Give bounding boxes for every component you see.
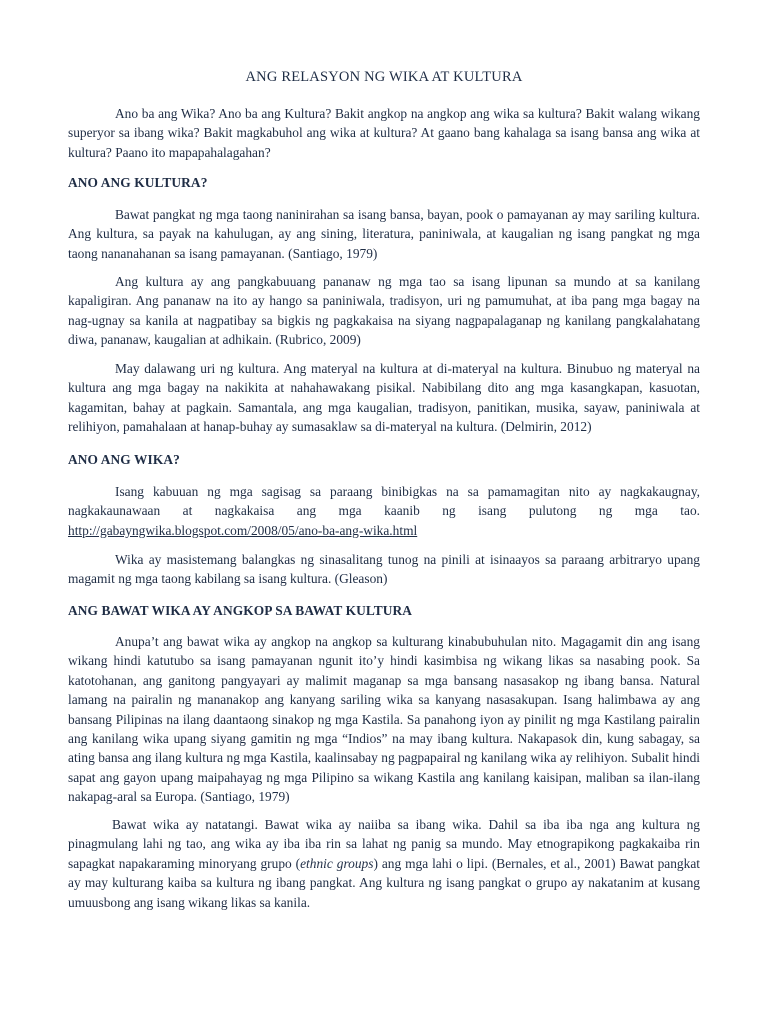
source-link[interactable]: http://gabayngwika.blogspot.com/2008/05/ano-ba-ang-wika.html xyxy=(68,522,418,538)
angkop-paragraph-2-part-a: Bawat wika ay natatangi. Bawat wika ay naiiba sa ibang wika. Dahil sa iba iba nga ang kultura ng pinagmulang lahi ng tao, ang wika ay iba iba rin sa lahat ng panig sa mundo. May etnograpikong pagkakaiba rin sapagkat napakaraming minoryang grupo ( xyxy=(68,817,700,871)
wika-definition-paragraph xyxy=(68,482,700,540)
angkop-paragraph-1: Anupa’t ang bawat wika ay angkop na angkop sa kulturang kinabubuhulan nito. Magagamit din ang isang wikang hindi katutubo sa isang pamayanan ngunit ito’y hindi kasimbisa ng wikang likas sa nasabing pook. Sa katotohanan, ang ganitong pangyayari ay malimit maganap sa mga bansang nasasakop ng ibang bansa. Natural lamang na pairalin ng mananakop ang kanyang sariling wika sa kanyang nasasakupan. Isang halimbawa ay ang bansang Pilipinas na ilang daantaong sinakop ng mga Kastila. Sa panahong iyon ay pinilit ng mga Kastilang pairalin ang kanilang wika upang siyang gamitin ng mga “Indios” na may ibang kultura. Nakapasok din, kung sabagay, sa ating bansa ang ilang kultura ng mga Kastila, kaalinsabay ng pagpapairal ng kanilang wika ay relihiyon. Subalit hindi sapat ang gayon upang maipahayag ng mga Pilipino sa wikang Kastila ang kanilang kaisipan, maliban sa ilan-ilang nakapag-aral sa Europa. (Santiago, 1979) xyxy=(68,634,700,805)
section-heading-kultura: ANO ANG KULTURA? xyxy=(68,175,208,190)
kultura-paragraph-1: Bawat pangkat ng mga taong naninirahan sa isang bansa, bayan, pook o pamayanan ay may sariling kultura. Ang kultura, sa payak na kahulugan, ay ang sining, literatura, paniniwala, at kaugalian ng isang pangkat ng mga taong nananahanan sa isang pamayanan. (Santiago, 1979) xyxy=(68,207,700,261)
section-heading-wika: ANO ANG WIKA? xyxy=(68,452,180,467)
section-heading-angkop: ANG BAWAT WIKA AY ANGKOP SA BAWAT KULTURA xyxy=(68,603,413,618)
angkop-paragraph-2 xyxy=(68,815,700,912)
intro-paragraph: Ano ba ang Wika? Ano ba ang Kultura? Bakit angkop na angkop ang wika sa kultura? Bakit walang wikang superyor sa ibang wika? Bakit magkabuhol ang wika at kultura? At gaano bang kahalaga sa isang bansa ang wika at kultura? Paano ito mapapahalagahan? xyxy=(68,106,700,160)
kultura-paragraph-2: Ang kultura ay ang pangkabuuang pananaw ng mga tao sa isang lipunan sa mundo at sa kanilang kapaligiran. Ang pananaw na ito ay hango sa paniniwala, tradisyon, uri ng pamumuhat, at iba pang mga bagay na nag-ugnay sa kanila at nagpatibay sa bigkis ng pagkakaisa na siyang nagpapalaganap ng kanilang pangkalahatang diwa, pananaw, kaugalian at adhikain. (Rubrico, 2009) xyxy=(68,274,700,348)
kultura-paragraph-3: May dalawang uri ng kultura. Ang materyal na kultura at di-materyal na kultura. Binubuo ng materyal na kultura ang mga bagay na nakikita at nahahawakang pisikal. Nabibilang dito ang mga kasangkapan, kasuotan, kagamitan, bahay at pagkain. Samantala, ang mga kaugalian, tradisyon, panitikan, musika, sayaw, paniniwala at relihiyon, pamahalaan at hanap-buhay ay sumasaklaw sa di-materyal na kultura. (Delmirin, 2012) xyxy=(68,361,700,435)
wika-gleason-paragraph: Wika ay masistemang balangkas ng sinasalitang tunog na pinili at isinaayos sa paraang arbitraryo upang magamit ng mga taong kabilang sa isang kultura. (Gleason) xyxy=(68,552,700,587)
wika-definition-text: Isang kabuuan ng mga sagisag sa paraang binibigkas na sa pamamagitan nito ay nagkakaugnay, nagkakaunawaan at nagkakaisa ang mga kaanib ng isang pulutong ng mga tao. xyxy=(68,484,700,519)
ethnic-groups-term: ethnic groups xyxy=(300,855,374,871)
angkop-paragraph-2-part-b: ) ang mga lahi o lipi. (Bernales, et al., 2001) Bawat pangkat ay may kulturang kaiba sa kultura ng ibang pangkat. Ang kultura ng isang pangkat o grupo ay nakatanim at kusang umuusbong ang isang wikang likas sa kanila. xyxy=(68,855,700,910)
document-title: ANG RELASYON NG WIKA AT KULTURA xyxy=(245,69,523,85)
